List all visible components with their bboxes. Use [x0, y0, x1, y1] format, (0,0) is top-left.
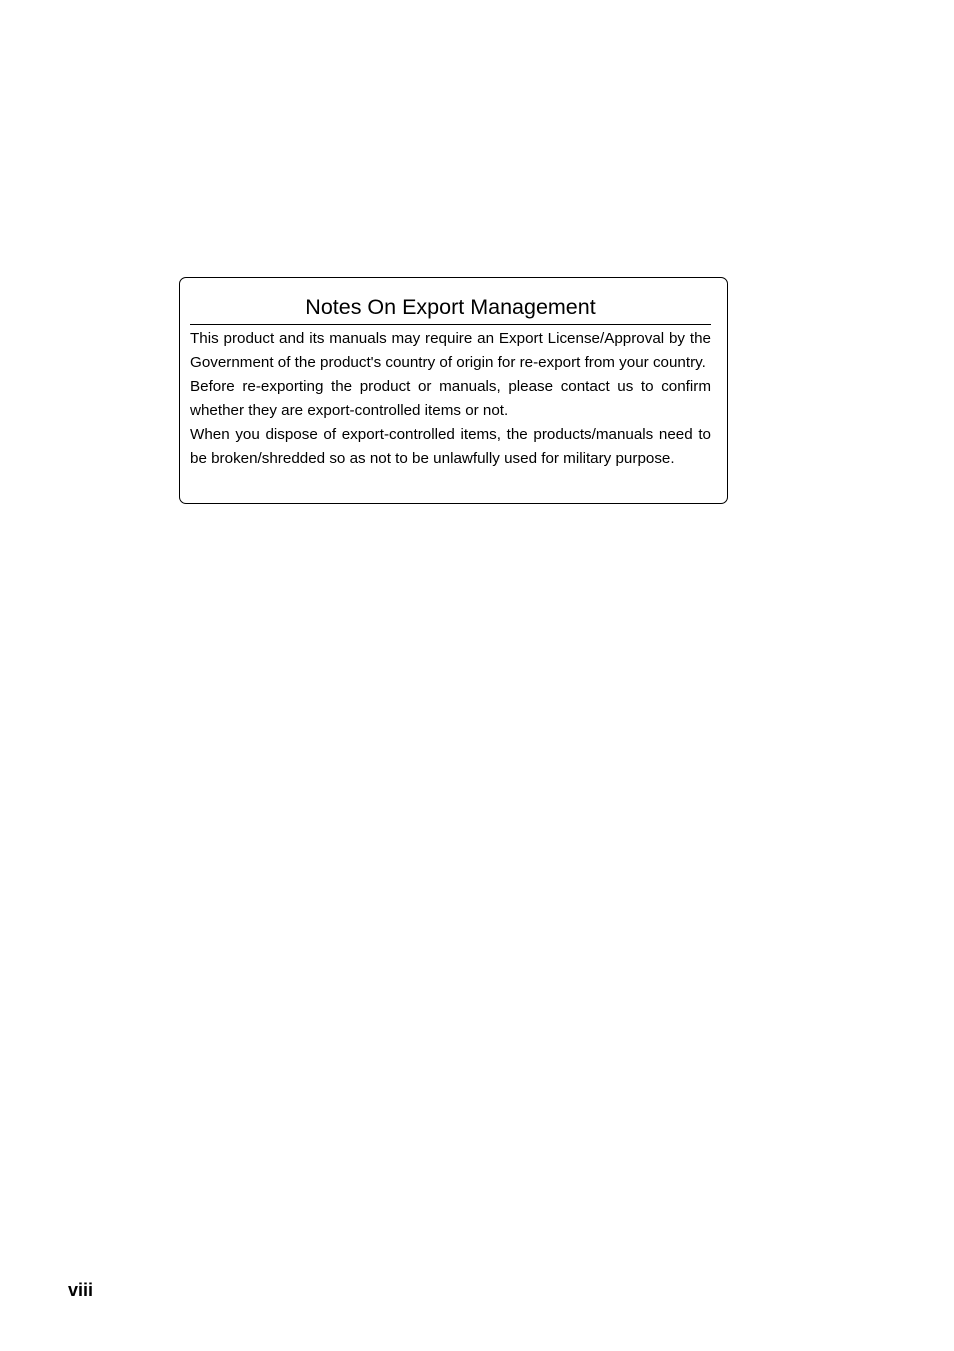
notice-paragraph-contact: Before re-exporting the product or manuals, please contact us to confirm whether they are export-controlled items or not.: [190, 378, 711, 419]
notice-body: [190, 327, 711, 471]
page-number: viii: [68, 1280, 94, 1300]
title-divider: [190, 324, 711, 325]
notice-title: Notes On Export Management: [305, 295, 596, 319]
notice-paragraph-license: This product and its manuals may require an Export License/Approval by the Government of the product's country of origin for re-export from your country.: [190, 330, 711, 371]
notice-paragraph-disposal: When you dispose of export-controlled items, the products/manuals need to be broken/shredded so as not to be unlawfully used for military purpose.: [190, 426, 711, 467]
export-notice-box: [179, 277, 728, 504]
